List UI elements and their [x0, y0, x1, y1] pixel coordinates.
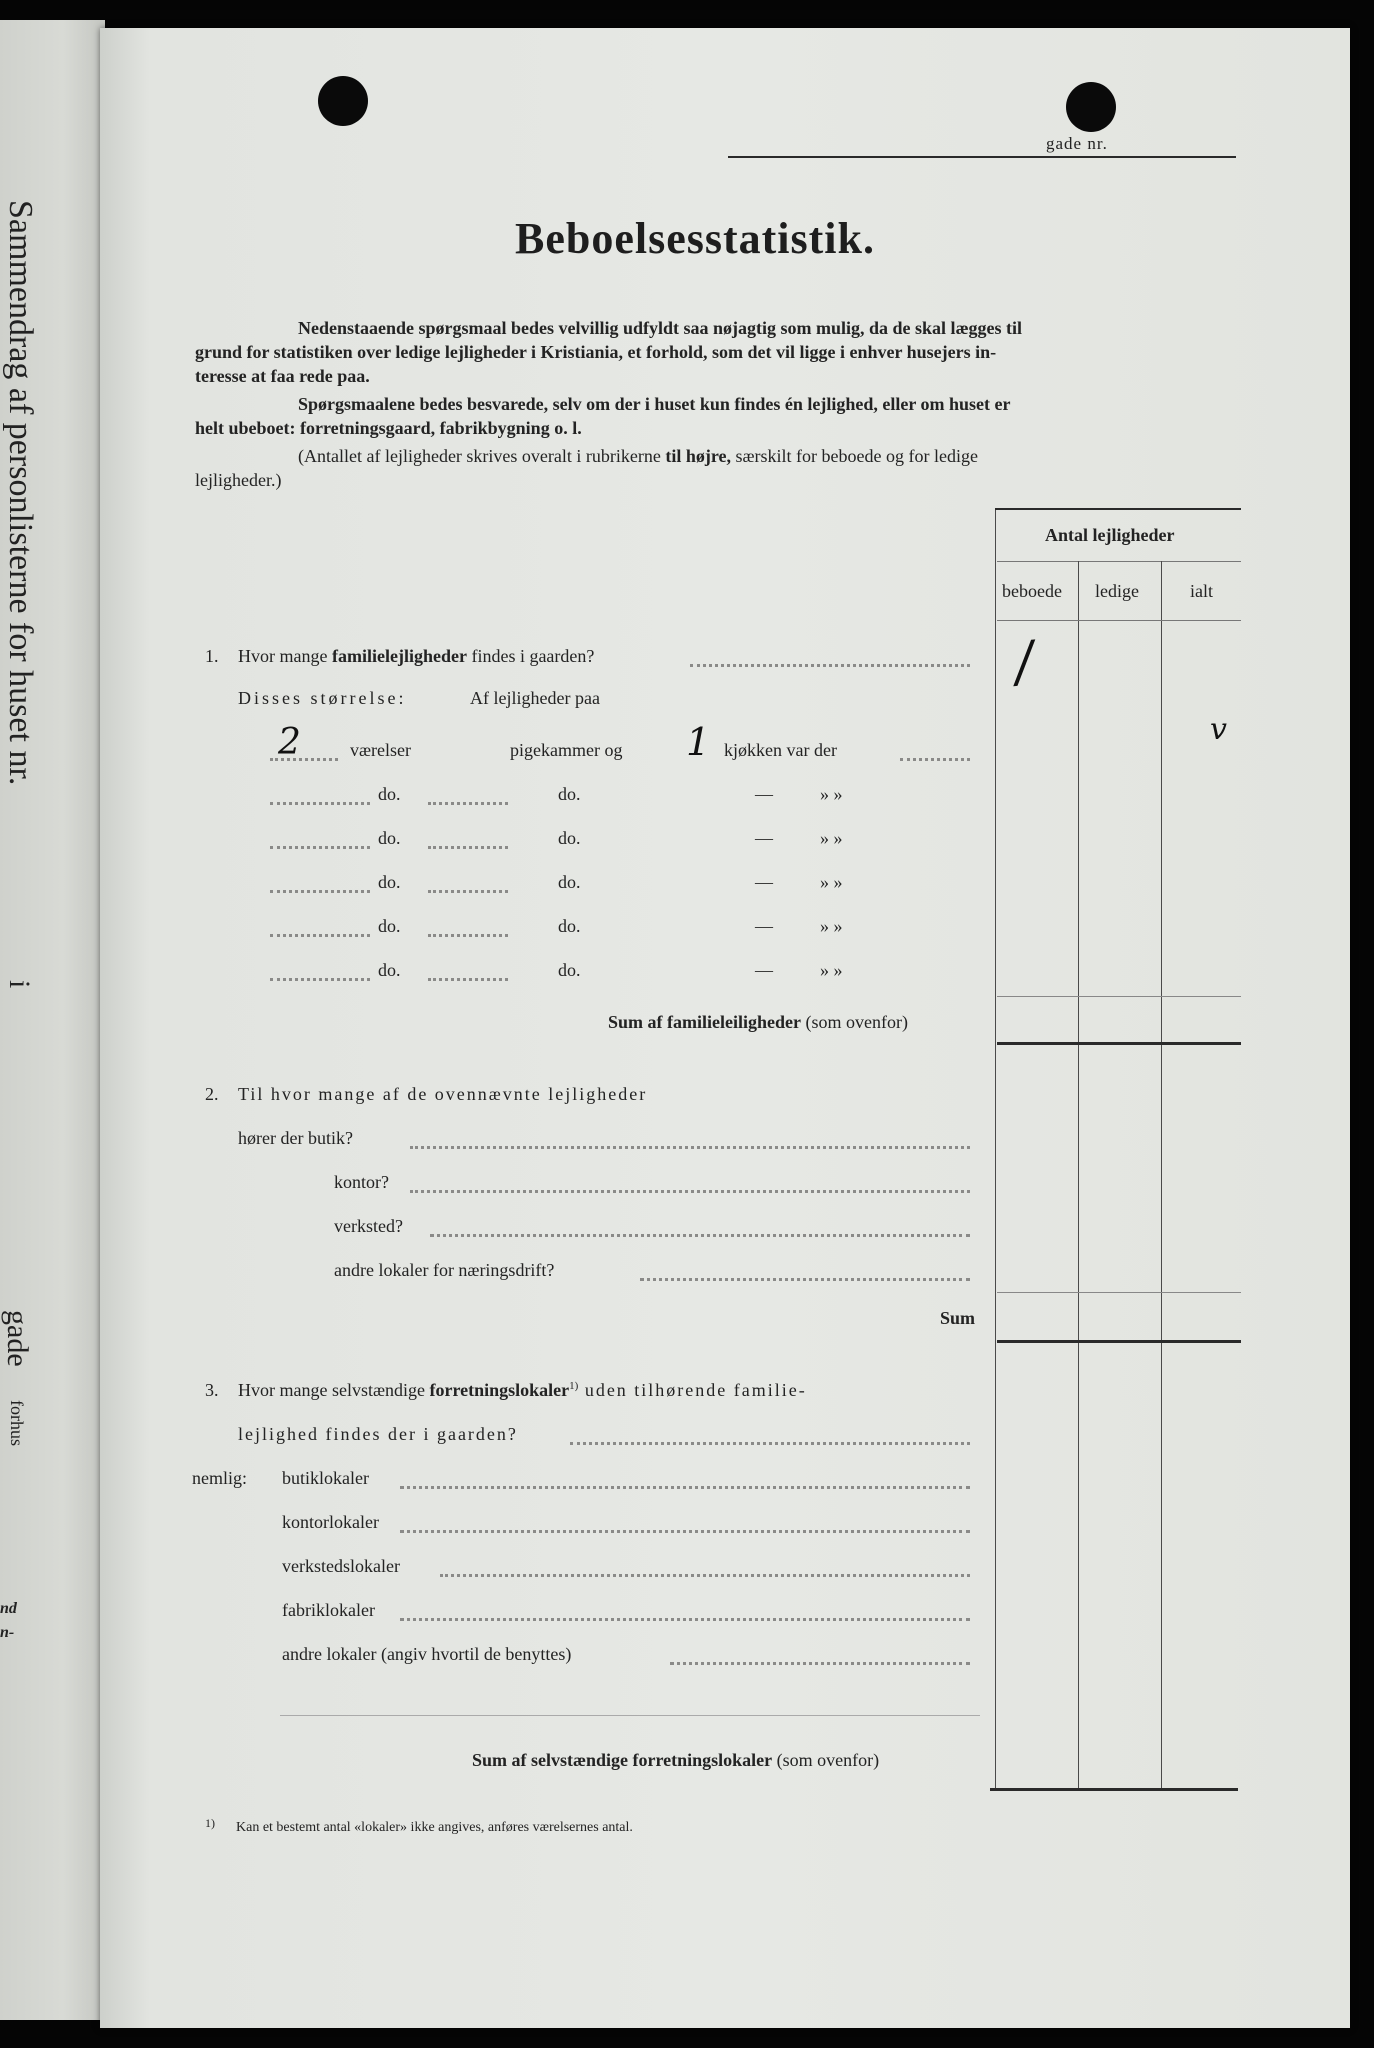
do-row-line — [270, 890, 370, 893]
margin-n: n- — [0, 1624, 15, 1641]
do-rooms: do. — [378, 960, 401, 980]
gade-nr-label: gade nr. — [1046, 134, 1108, 153]
intro-line-7: lejligheder.) — [195, 470, 282, 490]
do-quote: » » — [820, 872, 843, 892]
do-row-line — [270, 978, 370, 981]
q1-hw-rooms: 2 — [278, 722, 301, 763]
do-pige: do. — [558, 784, 581, 804]
q1-size-label: Disses størrelse: — [238, 688, 407, 708]
intro-line-6c: særskilt for beboede og for ledige — [731, 446, 978, 466]
intro-line-2: grund for statistiken over ledige lejligheder i Kristiania, et forhold, som det vil ligge i enhver husejers in- — [195, 342, 997, 362]
margin-vertical-text: Sammendrag af personlisterne for huset nr. — [2, 200, 39, 786]
do-quote: » » — [820, 916, 843, 936]
q3-text-a: Hvor mange selvstændige — [238, 1380, 430, 1400]
q3-item-verkstedslokaler: verkstedslokaler — [282, 1556, 400, 1576]
do-dash: — — [755, 784, 773, 804]
col-header-ialt: ialt — [1190, 581, 1213, 601]
q2-text: Til hvor mange af de ovennævnte lejligheder — [238, 1084, 648, 1104]
row1-kjokken: kjøkken var der — [724, 740, 837, 760]
do-quote: » » — [820, 960, 843, 980]
page-title: Beboelsesstatistik. — [515, 214, 875, 263]
footnote-mark: 1) — [205, 1816, 215, 1830]
q2-andre: andre lokaler for næringsdrift? — [334, 1260, 555, 1280]
q3-text-c: uden tilhørende familie- — [578, 1380, 807, 1400]
margin-forhus: forhus — [7, 1400, 27, 1446]
col-divider-2 — [1161, 561, 1162, 1791]
q1-number: 1. — [205, 646, 219, 666]
q3-sum-rule — [990, 1788, 1238, 1791]
gade-nr-line — [728, 156, 1236, 158]
q1-text-c: findes i gaarden? — [466, 646, 595, 666]
do-rooms: do. — [378, 784, 401, 804]
do-row-line — [428, 978, 508, 981]
q1-text — [238, 646, 594, 667]
do-pige: do. — [558, 916, 581, 936]
q2-sum-rule — [997, 1340, 1241, 1343]
q2-number: 2. — [205, 1084, 219, 1104]
q3-line2-leader — [570, 1442, 970, 1445]
do-dash: — — [755, 916, 773, 936]
margin-letter-i: i — [3, 980, 36, 989]
table-group-header: Antal lejligheder — [1045, 525, 1175, 545]
row1-rooms-line — [270, 758, 338, 761]
margin-nd: nd — [0, 1600, 17, 1617]
do-row-line — [270, 802, 370, 805]
q2-butik: hører der butik? — [238, 1128, 353, 1148]
q2-kontor: kontor? — [334, 1172, 389, 1192]
col-header-rule — [997, 620, 1241, 621]
q3-text-b: forretningslokaler — [429, 1380, 570, 1400]
q1-size-label-2: Af lejligheder paa — [470, 688, 600, 708]
q1-hw-kitchen: 1 — [686, 720, 711, 764]
do-row-line — [270, 934, 370, 937]
col-header-beboede: beboede — [1002, 581, 1062, 601]
q3-item-kontorlokaler: kontorlokaler — [282, 1512, 379, 1532]
do-row-line — [428, 934, 508, 937]
q3-item-leader — [440, 1574, 970, 1577]
do-row-line — [428, 846, 508, 849]
q2-andre-leader — [640, 1278, 970, 1281]
intro-line-6b: til højre, — [665, 446, 732, 466]
table-group-rule — [997, 561, 1241, 562]
col-header-ledige: ledige — [1095, 581, 1139, 601]
q3-item-andre: andre lokaler (angiv hvortil de benyttes) — [282, 1644, 572, 1664]
do-rooms: do. — [378, 828, 401, 848]
row1-pigekammer: pigekammer og — [510, 740, 623, 760]
q3-text — [238, 1380, 807, 1401]
q2-sum-label: Sum — [940, 1308, 976, 1328]
q2-butik-leader — [410, 1146, 970, 1149]
do-row-line — [270, 846, 370, 849]
q1-sum-b: (som ovenfor) — [800, 1012, 908, 1032]
q3-footnote-ref: 1) — [569, 1380, 579, 1392]
q1-sum-rule — [997, 1042, 1241, 1045]
do-dash: — — [755, 960, 773, 980]
do-quote: » » — [820, 784, 843, 804]
do-row-line — [428, 802, 508, 805]
q1-leader — [690, 664, 970, 667]
row1-vaerelser: værelser — [350, 740, 411, 760]
q1-sum-a: Sum af familieleiligheder — [608, 1012, 801, 1032]
q3-sum-label — [472, 1750, 879, 1771]
intro-line-6a: (Antallet af lejligheder skrives overalt i rubrikerne — [298, 446, 666, 466]
q2-sum-upper-rule — [997, 1292, 1241, 1293]
q3-line-2: lejlighed findes der i gaarden? — [238, 1424, 518, 1444]
q1-hw-ialt: v — [1210, 712, 1227, 747]
do-quote: » » — [820, 828, 843, 848]
q3-item-leader — [670, 1662, 970, 1665]
q2-verksted-leader — [430, 1234, 970, 1237]
q3-nemlig: nemlig: — [192, 1468, 247, 1488]
row1-leader — [900, 758, 970, 761]
intro-line-1: Nedenstaaende spørgsmaal bedes velvillig udfyldt saa nøjagtig som mulig, da de skal lægges til — [298, 318, 1023, 338]
q3-blank-line — [280, 1715, 980, 1716]
intro-line-6 — [298, 442, 978, 470]
q1-text-a: Hvor mange — [238, 646, 332, 666]
q3-number: 3. — [205, 1380, 219, 1400]
form-page — [100, 28, 1350, 2028]
table-top-rule — [995, 508, 1241, 510]
q3-item-butiklokaler: butiklokaler — [282, 1468, 369, 1488]
do-dash: — — [755, 872, 773, 892]
do-rooms: do. — [378, 872, 401, 892]
footnote-text: Kan et bestemt antal «lokaler» ikke angives, anføres værelsernes antal. — [236, 1820, 633, 1835]
q1-hw-beboede: / — [1011, 629, 1037, 694]
do-rooms: do. — [378, 916, 401, 936]
q3-item-leader — [400, 1618, 970, 1621]
do-pige: do. — [558, 872, 581, 892]
col-divider-1 — [1078, 561, 1079, 1791]
intro-line-5: helt ubeboet: forretningsgaard, fabrikbygning o. l. — [195, 418, 582, 438]
q2-verksted: verksted? — [334, 1216, 403, 1236]
q2-kontor-leader — [410, 1190, 970, 1193]
left-page-edge — [0, 20, 105, 2020]
punch-hole-right — [1066, 82, 1116, 132]
intro-line-4: Spørgsmaalene bedes besvarede, selv om der i huset kun findes én lejlighed, eller om huset er — [298, 394, 1011, 414]
q1-sum-upper-rule — [997, 996, 1241, 997]
punch-hole-left — [318, 76, 368, 126]
do-pige: do. — [558, 828, 581, 848]
margin-gade: gade — [1, 1310, 34, 1367]
do-pige: do. — [558, 960, 581, 980]
table-left-border — [995, 510, 996, 1790]
q3-item-leader — [400, 1486, 970, 1489]
do-row-line — [428, 890, 508, 893]
q3-sum-b: (som ovenfor) — [772, 1750, 880, 1770]
q1-sum-label — [608, 1012, 908, 1033]
q3-sum-a: Sum af selvstændige forretningslokaler — [472, 1750, 773, 1770]
q3-item-fabriklokaler: fabriklokaler — [282, 1600, 375, 1620]
q3-item-leader — [400, 1530, 970, 1533]
do-dash: — — [755, 828, 773, 848]
intro-line-3: teresse at faa rede paa. — [195, 366, 370, 386]
q1-text-b: familielejligheder — [331, 646, 467, 666]
